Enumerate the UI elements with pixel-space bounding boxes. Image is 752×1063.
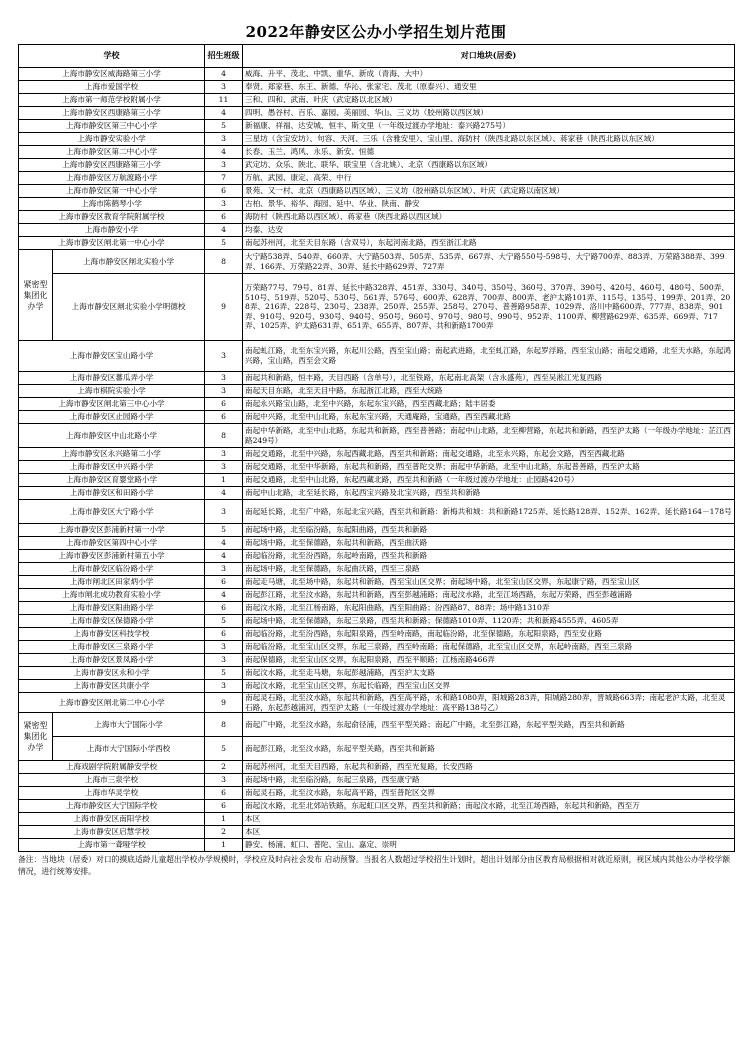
class-count: 3 <box>205 448 243 461</box>
class-count: 3 <box>205 563 243 576</box>
school-name: 上海戏剧学院附属静安学校 <box>19 761 205 774</box>
catchment-area: 南起延长路，北至广中路，东起北宝兴路，西至共和新路：新梅共和城：共和新路1725弄、延长路128弄、152弄、162弄、延长路164－178号 <box>243 500 735 524</box>
school-name: 上海市静安小学 <box>19 224 205 237</box>
table-row <box>19 839 735 852</box>
school-name: 上海市静安区宝山路小学 <box>19 341 205 372</box>
catchment-area: 本区 <box>243 813 735 826</box>
catchment-area: 三和、四和、武南、叶庆（武定路以北区域） <box>243 94 735 107</box>
catchment-area: 南起彭江路，北至汶水路，东起共和新路，西至彭越浦路；南起汶水路，北至江场西路，东起万荣路，西至彭越浦路 <box>243 589 735 602</box>
school-name: 上海市静安区启慧学校 <box>19 826 205 839</box>
document-title: 2022年静安区公办小学招生划片范围 <box>245 23 507 41</box>
table-header-row <box>19 45 735 68</box>
table-row <box>19 713 735 737</box>
class-count: 6 <box>205 602 243 615</box>
school-name: 上海市静安区第一中心小学 <box>19 185 205 198</box>
catchment-area: 南起汶水路，北至江杨南路，东起阳曲路，西至阳曲路；汾西路87、88弄；场中路1310弄 <box>243 602 735 615</box>
catchment-area: 万荣路77号、79号、81弄、延长中路328弄、451弄、330号、340号、350号、360号、370弄、390号、420号、460号、480号、500弄、510号、519弄、520号、530号、561弄、576号、600弄、628弄、700弄、800弄、老沪太路101弄、115号、135号、199弄、201弄、208弄、216弄、228号、230号、238弄、250弄、255弄、258号、270号、普善路958弄、1029弄、洛川中路600弄、777弄、838弄、901弄、910号、920号、930号、940号、950号、960号、970号、980号、990号、952弄、1100弄、柳营路629弄、635弄、669弄、717弄、1025弄、沪太路631弄、651弄、655弄、807弄、共和新路1700弄 <box>243 274 735 341</box>
class-count: 5 <box>205 667 243 680</box>
group-label: 紧密型集团化办学 <box>19 713 53 761</box>
class-count: 6 <box>205 411 243 424</box>
class-count: 3 <box>205 654 243 667</box>
table-row <box>19 826 735 839</box>
table-row <box>19 185 735 198</box>
catchment-area: 南起汶水路，北至宝山区交界，东起长临路，西至宝山区交界 <box>243 680 735 693</box>
school-name: 上海市静安区大宁路小学 <box>19 500 205 524</box>
table-row <box>19 237 735 250</box>
catchment-area: 南起交通路，北至中华新路，东起共和新路，西至普陀交界；南起中华新路，北至中山北路，东起普善路，西至沪太路 <box>243 461 735 474</box>
school-name: 上海市大宁国际小学西校 <box>53 737 205 761</box>
school-name: 上海市第一师范学校附属小学 <box>19 94 205 107</box>
document-page <box>18 20 734 878</box>
class-count: 3 <box>205 81 243 94</box>
catchment-area: 南起临汾路，北至宝山区交界，东起三泉路，西至岭南路；南起保德路，北至宝山区交界，东起岭南路，西至三泉路 <box>243 641 735 654</box>
school-name: 上海市静安区南阳学校 <box>19 813 205 826</box>
class-count: 3 <box>205 500 243 524</box>
school-name: 上海市静安区第四中心小学 <box>19 537 205 550</box>
school-name: 上海市静安区西康路第三小学 <box>19 159 205 172</box>
table-row <box>19 107 735 120</box>
table-row <box>19 563 735 576</box>
school-name: 上海市闸北区田家炳小学 <box>19 576 205 589</box>
class-count: 5 <box>205 237 243 250</box>
school-name: 上海市静安区保德路小学 <box>19 615 205 628</box>
catchment-area: 奉贤、郑家巷、东王、新德、华沁、张家宅、茂北（原泰兴）、通安里 <box>243 81 735 94</box>
school-name: 上海市第一聋哑学校 <box>19 839 205 852</box>
catchment-area: 南起交通路，北至中兴路，东起西藏北路，西至共和新路；南起交通路，北至永兴路，东起会文路，西至西藏北路 <box>243 448 735 461</box>
table-row <box>19 654 735 667</box>
table-row <box>19 146 735 159</box>
table-row <box>19 774 735 787</box>
class-count: 1 <box>205 813 243 826</box>
table-row <box>19 250 735 274</box>
catchment-area: 南起交通路，北至中山北路，东起西藏北路，西至共和新路（一年级过渡办学地址：止园路420号） <box>243 474 735 487</box>
catchment-area: 南起天目东路，北至天目中路，东起浙江北路，西至大统路 <box>243 385 735 398</box>
catchment-area: 南起灵石路，北至汶水路，东起高平路，西至普陀区交界 <box>243 787 735 800</box>
catchment-area: 威海、升平、茂北、中凯、重华、新成（青海、大中） <box>243 68 735 81</box>
catchment-area: 南起临汾路，北至汾西路，东起岭南路，西至共和新路 <box>243 550 735 563</box>
catchment-area: 本区 <box>243 826 735 839</box>
school-name: 上海市华灵学校 <box>19 787 205 800</box>
table-row <box>19 385 735 398</box>
school-name: 上海市静安区大宁国际学校 <box>19 800 205 813</box>
table-row <box>19 537 735 550</box>
school-name: 上海市静安区闸北实验小学 <box>53 250 205 274</box>
school-name: 上海市静安区西康路第三小学 <box>19 107 205 120</box>
school-name: 上海市静安区彭浦新村第一小学 <box>19 524 205 537</box>
catchment-area: 南起彭江路，北至汶水路，东起平型关路，西至共和新路 <box>243 737 735 761</box>
school-name: 上海市陈鹤琴小学 <box>19 198 205 211</box>
class-count: 4 <box>205 589 243 602</box>
school-name: 上海市静安区威海路第三小学 <box>19 68 205 81</box>
catchment-area: 南起保德路，北至宝山区交界，东起阳泉路，西至平顺路；江杨南路466弄 <box>243 654 735 667</box>
school-name: 上海市静安实验小学 <box>19 133 205 146</box>
class-count: 4 <box>205 146 243 159</box>
school-name: 上海市静安区育婴堂路小学 <box>19 474 205 487</box>
school-name: 上海市静安区共康小学 <box>19 680 205 693</box>
header-classes: 招生班级 <box>205 45 243 68</box>
class-count: 3 <box>205 198 243 211</box>
class-count: 8 <box>205 424 243 448</box>
table-row <box>19 81 735 94</box>
catchment-area: 古柏、景华、裕华、海园、延中、华业、陕南、静安 <box>243 198 735 211</box>
catchment-area: 南起永兴路宝山路，北至中兴路，东起东宝兴路，西至西藏北路；陆丰居委 <box>243 398 735 411</box>
table-row <box>19 550 735 563</box>
catchment-area: 武定坊、众乐、陕北、联华、联宝里（含北姚）、北京（西康路以东区域） <box>243 159 735 172</box>
school-name: 上海市静安区闸北第二中心小学 <box>19 693 205 713</box>
catchment-area: 南起走马塘，北至场中路，东起共和新路，西至宝山区交界；南起场中路，北至宝山区交界，东起康宁路，西至宝山区 <box>243 576 735 589</box>
catchment-area: 南起灵石路，北至汶水路，东起共和新路，西至高平路，永和路1080弄，阳城路283弄，阳城路280弄，晋城路663弄；南起老沪太路，北至灵石路，东起彭越浦河，西至沪太路（一年级过渡办学地址：高平路138号乙） <box>243 693 735 713</box>
school-name: 上海市静安区蕃瓜弄小学 <box>19 372 205 385</box>
catchment-area: 南起场中路，北至临汾路，东起阳曲路，西至共和新路 <box>243 524 735 537</box>
school-name: 上海市静安区第二中心小学 <box>19 146 205 159</box>
school-name: 上海市静安区教育学院附属学校 <box>19 211 205 224</box>
class-count: 5 <box>205 524 243 537</box>
table-row <box>19 424 735 448</box>
catchment-area: 南起汶水路，北至走马塘，东起彭越浦路，西至沪太支路 <box>243 667 735 680</box>
catchment-area: 均泰、达安 <box>243 224 735 237</box>
group-label: 紧密型集团化办学 <box>19 250 53 341</box>
table-row <box>19 602 735 615</box>
footnote: 备注：当地块（居委）对口的摸底适龄儿童超出学校办学规模时，学校应及时向社会发布 启动预警。当报名人数超过学校招生计划时，超出计划部分由区教育局根据相对就近原则，视区域内其他公办学校学额情况，进行统筹安排。 <box>18 855 730 877</box>
table-row <box>19 487 735 500</box>
school-name: 上海市静安区第三中心小学 <box>19 120 205 133</box>
catchment-area: 南起场中路，北至临汾路，东起三泉路，西至康宁路 <box>243 774 735 787</box>
table-row <box>19 589 735 602</box>
school-name: 上海市大宁国际小学 <box>53 713 205 737</box>
table-row <box>19 211 735 224</box>
header-school: 学校 <box>19 45 205 68</box>
class-count: 3 <box>205 133 243 146</box>
table-row <box>19 761 735 774</box>
table-row <box>19 474 735 487</box>
table-row <box>19 461 735 474</box>
table-row <box>19 172 735 185</box>
table-row <box>19 448 735 461</box>
school-name: 上海市静安区闸北第一中心小学 <box>19 237 205 250</box>
catchment-area: 万航、武园、康定、高荣、中行 <box>243 172 735 185</box>
class-count: 4 <box>205 537 243 550</box>
school-name: 上海市静安区中兴路小学 <box>19 461 205 474</box>
table-row <box>19 133 735 146</box>
table-row <box>19 737 735 761</box>
class-count: 5 <box>205 615 243 628</box>
class-count: 3 <box>205 159 243 172</box>
class-count: 9 <box>205 274 243 341</box>
class-count: 6 <box>205 628 243 641</box>
school-name: 上海市静安区和田路小学 <box>19 487 205 500</box>
class-count: 7 <box>205 172 243 185</box>
school-name: 上海市静安区万航渡路小学 <box>19 172 205 185</box>
table-row <box>19 198 735 211</box>
class-count: 3 <box>205 461 243 474</box>
school-name: 上海市静安区永和小学 <box>19 667 205 680</box>
class-count: 6 <box>205 398 243 411</box>
table-row <box>19 800 735 813</box>
school-name: 上海市棋院实验小学 <box>19 385 205 398</box>
class-count: 5 <box>205 737 243 761</box>
school-name: 上海市闸北成功教育实验小学 <box>19 589 205 602</box>
school-name: 上海市爱国学校 <box>19 81 205 94</box>
table-row <box>19 274 735 341</box>
class-count: 8 <box>205 713 243 737</box>
class-count: 6 <box>205 211 243 224</box>
table-row <box>19 628 735 641</box>
school-name: 上海市静安区临汾路小学 <box>19 563 205 576</box>
class-count: 8 <box>205 250 243 274</box>
catchment-area: 南起临汾路，北至汾西路，东起阳泉路，西至岭南路，南起临汾路，北至保德路，东起阳泉路，西至安业路 <box>243 628 735 641</box>
table-row <box>19 411 735 424</box>
table-row <box>19 576 735 589</box>
class-count: 3 <box>205 774 243 787</box>
class-count: 4 <box>205 107 243 120</box>
class-count: 6 <box>205 787 243 800</box>
catchment-area: 南起中兴路，北至中山北路，东起东宝兴路，天通庵路，宝通路，西至西藏北路 <box>243 411 735 424</box>
catchment-area: 南起汶水路，北至北郊站铁路，东起虹口区交界，西至共和新路；南起汶水路，北至江场西路，东起共和新路，西至万 <box>243 800 735 813</box>
class-count: 3 <box>205 641 243 654</box>
table-row <box>19 641 735 654</box>
class-count: 1 <box>205 839 243 852</box>
catchment-area: 南起中华新路，北至中山北路，东起共和新路，西至普善路；南起中山北路，北至柳营路，东起共和新路，西至沪太路（一年级办学地址：芷江西路249号） <box>243 424 735 448</box>
catchment-area: 新福康、祥福、达安城、恒丰、斯文里（一年级过渡办学地址：泰兴路275号） <box>243 120 735 133</box>
table-row <box>19 372 735 385</box>
catchment-area: 南起中山北路，北至延长路，东起西宝兴路及北宝兴路，西至共和新路 <box>243 487 735 500</box>
class-count: 3 <box>205 385 243 398</box>
class-count: 5 <box>205 120 243 133</box>
table-row <box>19 224 735 237</box>
class-count: 4 <box>205 487 243 500</box>
table-row <box>19 524 735 537</box>
school-name: 上海市静安区阳曲路小学 <box>19 602 205 615</box>
class-count: 4 <box>205 550 243 563</box>
table-row <box>19 787 735 800</box>
catchment-area: 四明、愚谷村、百乐、嘉园、美丽园、华山、三义坊（胶州路以西区域） <box>243 107 735 120</box>
class-count: 1 <box>205 474 243 487</box>
catchment-area: 南起广中路，北至汶水路，东起俞径浦，西至平型关路；南起广中路，北至彭江路，东起平型关路，西至共和新路 <box>243 713 735 737</box>
school-name: 上海市静安区永兴路第二小学 <box>19 448 205 461</box>
class-count: 3 <box>205 341 243 372</box>
table-row <box>19 615 735 628</box>
class-count: 9 <box>205 693 243 713</box>
school-name: 上海市静安区闸北实验小学明德校 <box>53 274 205 341</box>
class-count: 4 <box>205 224 243 237</box>
catchment-area: 南起场中路，北至保德路，东起三泉路，西至共和新路；保德路1010弄、1120弄；共和新路4555弄、4605弄 <box>243 615 735 628</box>
table-row <box>19 398 735 411</box>
table-row <box>19 94 735 107</box>
class-count: 3 <box>205 680 243 693</box>
school-name: 上海市静安区景凤路小学 <box>19 654 205 667</box>
header-area: 对口地块(居委) <box>243 45 735 68</box>
table-row <box>19 120 735 133</box>
class-count: 2 <box>205 761 243 774</box>
school-name: 上海市静安区科技学校 <box>19 628 205 641</box>
catchment-area: 南起苏州河，北至天目西路，东起共和新路，西至光复路，长安西路 <box>243 761 735 774</box>
school-name: 上海市静安区止园路小学 <box>19 411 205 424</box>
table-row <box>19 813 735 826</box>
class-count: 6 <box>205 576 243 589</box>
table-row <box>19 693 735 713</box>
table-row <box>19 68 735 81</box>
catchment-area: 海防村（陕西北路以西区域）、蒋家巷（陕西北路以西区域） <box>243 211 735 224</box>
class-count: 6 <box>205 800 243 813</box>
class-count: 6 <box>205 185 243 198</box>
catchment-area: 三星坊（含宝安坊）、句容、天河、三乐（含雅安里）、宝山里、海防村（陕西北路以东区域）、蒋家巷（陕西北路以东区域） <box>243 133 735 146</box>
school-name: 上海市静安区三泉路小学 <box>19 641 205 654</box>
school-name: 上海市静安区彭浦新村第五小学 <box>19 550 205 563</box>
table-row <box>19 500 735 524</box>
enrollment-table <box>18 44 735 852</box>
catchment-area: 长春、玉兰、鸿风、永乐、新安、恒德 <box>243 146 735 159</box>
table-body <box>19 68 735 852</box>
catchment-area: 景苑、又一村、北京（西康路以西区域）、三义坊（胶州路以东区域）、叶庆（武定路以南区域） <box>243 185 735 198</box>
school-name: 上海市静安区中山北路小学 <box>19 424 205 448</box>
table-row <box>19 667 735 680</box>
class-count: 2 <box>205 826 243 839</box>
school-name: 上海市三泉学校 <box>19 774 205 787</box>
class-count: 11 <box>205 94 243 107</box>
class-count: 4 <box>205 68 243 81</box>
class-count: 3 <box>205 372 243 385</box>
catchment-area: 南起苏州河，北至天目东路（含双号），东起河南北路，西至浙江北路 <box>243 237 735 250</box>
catchment-area: 大宁路538弄、540弄、660弄、大宁路503弄、505弄、535弄、667弄、大宁路550号-598号、大宁路700弄、883弄、万荣路388弄、399弄、166弄、万荣路22弄、30弄、延长中路629弄、727弄 <box>243 250 735 274</box>
catchment-area: 静安、杨浦、虹口、普陀、宝山、嘉定、崇明 <box>243 839 735 852</box>
table-row <box>19 341 735 372</box>
school-name: 上海市静安区闸北第三中心小学 <box>19 398 205 411</box>
catchment-area: 南起场中路，北至保德路，东起共和新路，西至曲沃路 <box>243 537 735 550</box>
table-row <box>19 159 735 172</box>
catchment-area: 南起虬江路，北至东宝兴路，东起川公路，西至宝山路；南起武进路，北至虬江路，东起罗浮路，西至宝山路；南起交通路，北至天水路，东起鸿兴路，宝山路，西至会文路 <box>243 341 735 372</box>
table-row <box>19 680 735 693</box>
catchment-area: 南起场中路，北至保德路，东起曲沃路，西至三泉路 <box>243 563 735 576</box>
catchment-area: 南起共和新路，恒丰路，天目西路（含单号），北至铁路，东起南北高架（含永盛苑），西至吴淞江光复西路 <box>243 372 735 385</box>
